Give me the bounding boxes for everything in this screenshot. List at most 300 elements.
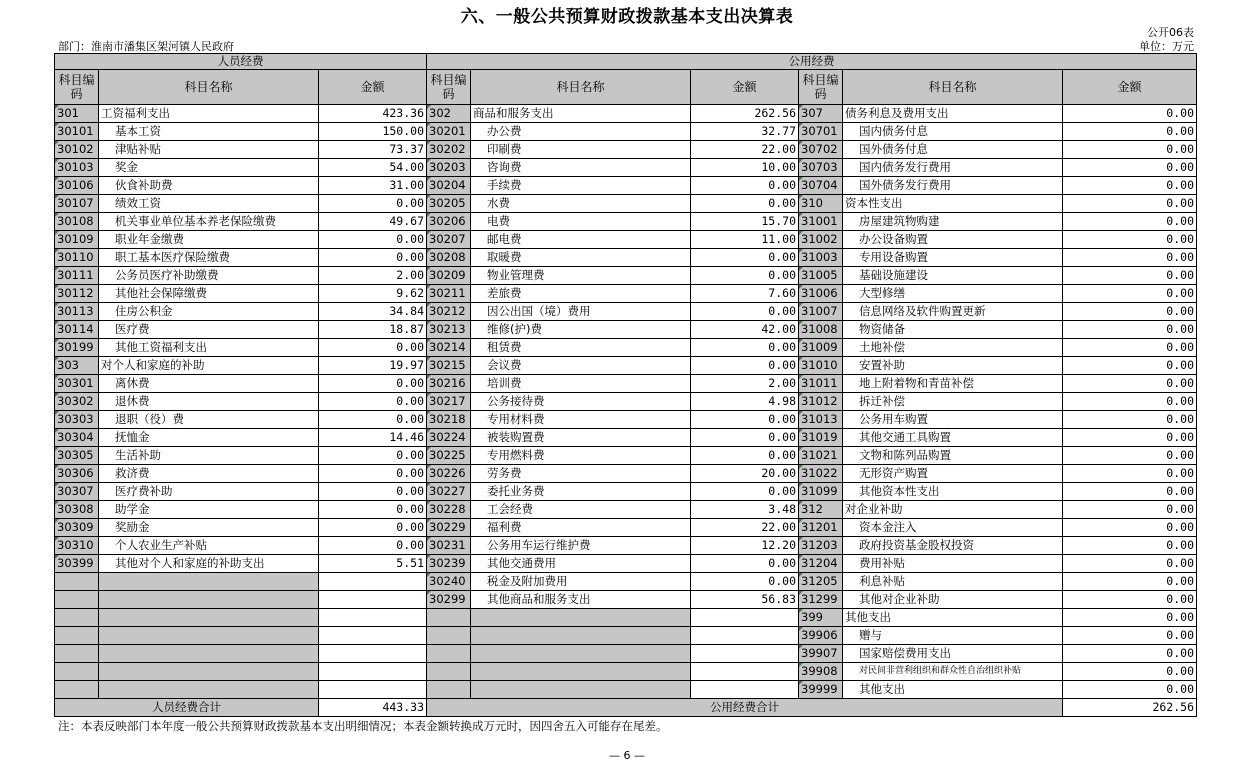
subject-code-cell: 30227 — [427, 483, 471, 501]
subject-name-cell: 被装购置费 — [471, 429, 691, 447]
subject-name-cell: 助学金 — [99, 501, 319, 519]
amount-cell: 0.00 — [1063, 339, 1197, 357]
subject-name-cell — [471, 645, 691, 663]
amount-cell: 0.00 — [1063, 141, 1197, 159]
amount-cell: 262.56 — [691, 105, 799, 123]
subject-name-cell: 地上附着物和青苗补偿 — [843, 375, 1063, 393]
amount-cell: 0.00 — [691, 429, 799, 447]
amount-cell: 0.00 — [691, 195, 799, 213]
amount-cell: 0.00 — [1063, 645, 1197, 663]
subject-code-cell: 30299 — [427, 591, 471, 609]
subject-name-cell: 租赁费 — [471, 339, 691, 357]
subject-code-cell: 30206 — [427, 213, 471, 231]
amount-cell: 0.00 — [691, 573, 799, 591]
amount-cell — [319, 663, 427, 681]
subject-name-cell: 拆迁补偿 — [843, 393, 1063, 411]
subject-code-cell: 30226 — [427, 465, 471, 483]
subject-code-cell: 30208 — [427, 249, 471, 267]
amount-cell: 7.60 — [691, 285, 799, 303]
amount-cell: 18.87 — [319, 321, 427, 339]
amount-cell: 0.00 — [1063, 375, 1197, 393]
subject-name-cell: 奖励金 — [99, 519, 319, 537]
subject-name-cell: 专用设备购置 — [843, 249, 1063, 267]
subject-code-cell: 30111 — [55, 267, 99, 285]
subject-code-cell: 30216 — [427, 375, 471, 393]
subject-code-cell: 30704 — [799, 177, 843, 195]
group-personnel-header: 人员经费 — [55, 54, 427, 70]
subject-name-cell: 其他对个人和家庭的补助支出 — [99, 555, 319, 573]
subject-name-cell: 国内债务发行费用 — [843, 159, 1063, 177]
subject-code-cell: 30106 — [55, 177, 99, 195]
table-row — [55, 141, 1197, 159]
col-header-code: 科目编码 — [427, 70, 471, 105]
footnote: 注：本表反映部门本年度一般公共预算财政拨款基本支出明细情况；本表金额转换成万元时，因四舍五入可能存在尾差。 — [58, 719, 668, 733]
amount-cell: 0.00 — [1063, 249, 1197, 267]
subject-name-cell: 物资储备 — [843, 321, 1063, 339]
subject-code-cell: 312 — [799, 501, 843, 519]
amount-cell: 0.00 — [1063, 609, 1197, 627]
subject-code-cell: 30103 — [55, 159, 99, 177]
subject-code-cell: 30113 — [55, 303, 99, 321]
subject-code-cell: 31003 — [799, 249, 843, 267]
amount-cell: 0.00 — [1063, 231, 1197, 249]
subject-name-cell: 手续费 — [471, 177, 691, 195]
subject-code-cell: 31203 — [799, 537, 843, 555]
subject-code-cell: 30212 — [427, 303, 471, 321]
table-row — [55, 663, 1197, 681]
subject-code-cell: 30224 — [427, 429, 471, 447]
page-title: 六、一般公共预算财政拨款基本支出决算表 — [460, 7, 794, 27]
subject-code-cell: 31022 — [799, 465, 843, 483]
subject-code-cell: 30306 — [55, 465, 99, 483]
subject-code-cell: 30307 — [55, 483, 99, 501]
subject-name-cell — [471, 627, 691, 645]
table-row — [55, 645, 1197, 663]
subject-code-cell: 31006 — [799, 285, 843, 303]
amount-cell: 0.00 — [319, 393, 427, 411]
amount-cell: 0.00 — [1063, 105, 1197, 123]
amount-cell: 0.00 — [1063, 465, 1197, 483]
subject-name-cell — [99, 573, 319, 591]
amount-cell: 0.00 — [1063, 501, 1197, 519]
amount-cell: 0.00 — [319, 411, 427, 429]
subject-code-cell: 30213 — [427, 321, 471, 339]
col-header-name: 科目名称 — [471, 70, 691, 105]
subject-name-cell: 福利费 — [471, 519, 691, 537]
table-row — [55, 339, 1197, 357]
amount-cell: 423.36 — [319, 105, 427, 123]
table-row — [55, 177, 1197, 195]
subject-name-cell: 对企业补助 — [843, 501, 1063, 519]
subject-name-cell: 职业年金缴费 — [99, 231, 319, 249]
table-row — [55, 357, 1197, 375]
amount-cell: 0.00 — [1063, 285, 1197, 303]
amount-cell: 0.00 — [1063, 411, 1197, 429]
amount-cell: 0.00 — [1063, 681, 1197, 699]
table-row — [55, 681, 1197, 699]
subject-code-cell: 31021 — [799, 447, 843, 465]
subject-code-cell: 30110 — [55, 249, 99, 267]
amount-cell: 0.00 — [1063, 429, 1197, 447]
table-row — [55, 105, 1197, 123]
subject-code-cell: 301 — [55, 105, 99, 123]
subject-name-cell: 公务用车运行维护费 — [471, 537, 691, 555]
amount-cell: 9.62 — [319, 285, 427, 303]
subject-code-cell: 307 — [799, 105, 843, 123]
subject-code-cell: 30305 — [55, 447, 99, 465]
subject-name-cell: 政府投资基金股权投资 — [843, 537, 1063, 555]
subject-name-cell: 工会经费 — [471, 501, 691, 519]
subject-name-cell: 办公设备购置 — [843, 231, 1063, 249]
amount-cell: 0.00 — [319, 465, 427, 483]
amount-cell: 2.00 — [691, 375, 799, 393]
table-row — [55, 411, 1197, 429]
col-header-amount: 金额 — [691, 70, 799, 105]
table-row — [55, 609, 1197, 627]
amount-cell: 0.00 — [1063, 483, 1197, 501]
subject-code-cell: 31012 — [799, 393, 843, 411]
amount-cell: 0.00 — [1063, 321, 1197, 339]
subject-code-cell: 30107 — [55, 195, 99, 213]
subject-name-cell: 奖金 — [99, 159, 319, 177]
amount-cell: 0.00 — [319, 195, 427, 213]
subject-code-cell: 31002 — [799, 231, 843, 249]
amount-cell — [691, 663, 799, 681]
subject-name-cell: 国家赔偿费用支出 — [843, 645, 1063, 663]
subject-name-cell: 医疗费 — [99, 321, 319, 339]
subject-code-cell: 30228 — [427, 501, 471, 519]
amount-cell — [319, 591, 427, 609]
subject-name-cell: 基础设施建设 — [843, 267, 1063, 285]
subject-name-cell: 国外债务发行费用 — [843, 177, 1063, 195]
amount-cell: 0.00 — [1063, 393, 1197, 411]
subject-code-cell: 30703 — [799, 159, 843, 177]
subject-code-cell — [55, 573, 99, 591]
amount-cell — [319, 645, 427, 663]
table-row — [55, 303, 1197, 321]
subject-code-cell: 30240 — [427, 573, 471, 591]
amount-cell: 0.00 — [1063, 177, 1197, 195]
subject-name-cell: 维修(护)费 — [471, 321, 691, 339]
subject-code-cell: 399 — [799, 609, 843, 627]
col-header-name: 科目名称 — [843, 70, 1063, 105]
subject-code-cell: 31299 — [799, 591, 843, 609]
amount-cell: 0.00 — [319, 537, 427, 555]
subject-code-cell: 30399 — [55, 555, 99, 573]
subject-name-cell: 退职（役）费 — [99, 411, 319, 429]
amount-cell: 10.00 — [691, 159, 799, 177]
amount-cell: 0.00 — [1063, 267, 1197, 285]
table-row — [55, 465, 1197, 483]
subject-name-cell — [99, 663, 319, 681]
subject-name-cell: 退休费 — [99, 393, 319, 411]
subject-code-cell: 30203 — [427, 159, 471, 177]
subject-name-cell — [99, 645, 319, 663]
subject-name-cell: 离休费 — [99, 375, 319, 393]
subject-name-cell: 赠与 — [843, 627, 1063, 645]
table-row — [55, 447, 1197, 465]
subject-name-cell: 其他商品和服务支出 — [471, 591, 691, 609]
subject-code-cell — [55, 681, 99, 699]
amount-cell: 73.37 — [319, 141, 427, 159]
subject-name-cell: 大型修缮 — [843, 285, 1063, 303]
subject-name-cell: 安置补助 — [843, 357, 1063, 375]
table-row — [55, 213, 1197, 231]
expenditure-table — [54, 53, 1197, 717]
subject-name-cell: 专用材料费 — [471, 411, 691, 429]
amount-cell — [691, 645, 799, 663]
public-total-label: 公用经费合计 — [427, 699, 1063, 717]
subject-code-cell: 30114 — [55, 321, 99, 339]
subject-code-cell: 39999 — [799, 681, 843, 699]
subject-code-cell: 30231 — [427, 537, 471, 555]
amount-cell: 34.84 — [319, 303, 427, 321]
table-row — [55, 249, 1197, 267]
subject-name-cell: 办公费 — [471, 123, 691, 141]
amount-cell: 54.00 — [319, 159, 427, 177]
table-row — [55, 375, 1197, 393]
table-row — [55, 627, 1197, 645]
subject-name-cell: 电费 — [471, 213, 691, 231]
subject-code-cell — [427, 627, 471, 645]
amount-cell: 0.00 — [1063, 537, 1197, 555]
subject-code-cell: 30108 — [55, 213, 99, 231]
amount-cell: 11.00 — [691, 231, 799, 249]
amount-cell: 4.98 — [691, 393, 799, 411]
amount-cell: 14.46 — [319, 429, 427, 447]
subject-name-cell — [471, 663, 691, 681]
subject-code-cell — [427, 681, 471, 699]
table-row — [55, 591, 1197, 609]
subject-code-cell: 30201 — [427, 123, 471, 141]
subject-name-cell: 其他交通费用 — [471, 555, 691, 573]
amount-cell: 0.00 — [1063, 447, 1197, 465]
subject-code-cell: 30310 — [55, 537, 99, 555]
table-row — [55, 285, 1197, 303]
subject-name-cell: 资本金注入 — [843, 519, 1063, 537]
table-row — [55, 483, 1197, 501]
col-header-code: 科目编码 — [55, 70, 99, 105]
subject-code-cell: 30217 — [427, 393, 471, 411]
amount-cell: 0.00 — [1063, 213, 1197, 231]
col-header-amount: 金额 — [1063, 70, 1197, 105]
subject-name-cell: 物业管理费 — [471, 267, 691, 285]
subject-name-cell: 其他支出 — [843, 609, 1063, 627]
col-header-name: 科目名称 — [99, 70, 319, 105]
subject-name-cell: 工资福利支出 — [99, 105, 319, 123]
table-row — [55, 267, 1197, 285]
subject-name-cell: 会议费 — [471, 357, 691, 375]
subject-name-cell: 公务用车购置 — [843, 411, 1063, 429]
amount-cell: 0.00 — [1063, 357, 1197, 375]
subject-code-cell: 30215 — [427, 357, 471, 375]
public-total-value: 262.56 — [1063, 699, 1197, 717]
subject-code-cell: 30701 — [799, 123, 843, 141]
subject-code-cell: 31205 — [799, 573, 843, 591]
subject-name-cell: 国内债务付息 — [843, 123, 1063, 141]
subject-code-cell: 30239 — [427, 555, 471, 573]
subject-code-cell: 30109 — [55, 231, 99, 249]
subject-name-cell: 商品和服务支出 — [471, 105, 691, 123]
amount-cell: 22.00 — [691, 141, 799, 159]
subject-name-cell: 资本性支出 — [843, 195, 1063, 213]
department-label: 部门：淮南市潘集区架河镇人民政府 — [58, 40, 234, 53]
subject-name-cell: 医疗费补助 — [99, 483, 319, 501]
subject-code-cell: 30225 — [427, 447, 471, 465]
subject-code-cell — [55, 591, 99, 609]
subject-name-cell: 公务员医疗补助缴费 — [99, 267, 319, 285]
subject-code-cell: 31010 — [799, 357, 843, 375]
amount-cell: 5.51 — [319, 555, 427, 573]
amount-cell: 0.00 — [1063, 195, 1197, 213]
amount-cell: 0.00 — [319, 249, 427, 267]
amount-cell: 32.77 — [691, 123, 799, 141]
amount-cell: 0.00 — [319, 231, 427, 249]
table-row — [55, 537, 1197, 555]
form-number: 公开06表 — [1147, 26, 1194, 39]
amount-cell: 0.00 — [1063, 663, 1197, 681]
subject-code-cell: 30211 — [427, 285, 471, 303]
subject-code-cell: 30205 — [427, 195, 471, 213]
subject-name-cell: 其他对企业补助 — [843, 591, 1063, 609]
subject-name-cell: 国外债务付息 — [843, 141, 1063, 159]
amount-cell: 0.00 — [1063, 519, 1197, 537]
subject-code-cell: 31011 — [799, 375, 843, 393]
amount-cell: 49.67 — [319, 213, 427, 231]
subject-code-cell: 31013 — [799, 411, 843, 429]
amount-cell: 0.00 — [691, 483, 799, 501]
subject-name-cell: 其他支出 — [843, 681, 1063, 699]
amount-cell — [691, 681, 799, 699]
subject-code-cell: 30229 — [427, 519, 471, 537]
subject-name-cell — [99, 591, 319, 609]
group-public-header: 公用经费 — [427, 54, 1197, 70]
subject-code-cell: 31005 — [799, 267, 843, 285]
subject-name-cell: 委托业务费 — [471, 483, 691, 501]
subject-name-cell: 土地补偿 — [843, 339, 1063, 357]
totals-row — [55, 699, 1197, 717]
col-header-code: 科目编码 — [799, 70, 843, 105]
subject-name-cell — [471, 681, 691, 699]
amount-cell: 0.00 — [691, 177, 799, 195]
amount-cell: 20.00 — [691, 465, 799, 483]
amount-cell: 0.00 — [691, 303, 799, 321]
subject-name-cell: 印刷费 — [471, 141, 691, 159]
subject-code-cell: 30204 — [427, 177, 471, 195]
table-row — [55, 573, 1197, 591]
amount-cell: 150.00 — [319, 123, 427, 141]
amount-cell: 56.83 — [691, 591, 799, 609]
amount-cell: 0.00 — [1063, 627, 1197, 645]
amount-cell: 0.00 — [1063, 123, 1197, 141]
subject-code-cell: 30202 — [427, 141, 471, 159]
amount-cell: 0.00 — [691, 357, 799, 375]
amount-cell: 42.00 — [691, 321, 799, 339]
amount-cell: 0.00 — [319, 519, 427, 537]
subject-code-cell: 39906 — [799, 627, 843, 645]
subject-name-cell: 救济费 — [99, 465, 319, 483]
subject-name-cell: 其他工资福利支出 — [99, 339, 319, 357]
subject-code-cell — [55, 663, 99, 681]
subject-name-cell: 取暖费 — [471, 249, 691, 267]
amount-cell — [691, 627, 799, 645]
amount-cell: 0.00 — [691, 555, 799, 573]
amount-cell: 0.00 — [691, 447, 799, 465]
subject-code-cell: 30702 — [799, 141, 843, 159]
subject-name-cell: 其他资本性支出 — [843, 483, 1063, 501]
subject-code-cell — [427, 663, 471, 681]
amount-cell: 12.20 — [691, 537, 799, 555]
subject-code-cell — [427, 609, 471, 627]
amount-cell: 0.00 — [1063, 159, 1197, 177]
subject-code-cell: 31204 — [799, 555, 843, 573]
amount-cell: 0.00 — [1063, 591, 1197, 609]
subject-name-cell: 文物和陈列品购置 — [843, 447, 1063, 465]
amount-cell: 0.00 — [1063, 303, 1197, 321]
subject-code-cell: 302 — [427, 105, 471, 123]
amount-cell: 15.70 — [691, 213, 799, 231]
subject-code-cell — [55, 627, 99, 645]
table-row — [55, 159, 1197, 177]
subject-code-cell — [55, 645, 99, 663]
table-row — [55, 501, 1197, 519]
subject-name-cell: 水费 — [471, 195, 691, 213]
subject-name-cell: 咨询费 — [471, 159, 691, 177]
subject-name-cell: 职工基本医疗保险缴费 — [99, 249, 319, 267]
subject-name-cell: 津贴补贴 — [99, 141, 319, 159]
personnel-total-value: 443.33 — [319, 699, 427, 717]
subject-code-cell: 30303 — [55, 411, 99, 429]
subject-name-cell: 房屋建筑物购建 — [843, 213, 1063, 231]
subject-code-cell: 31019 — [799, 429, 843, 447]
subject-name-cell: 劳务费 — [471, 465, 691, 483]
subject-name-cell: 对民间非营利组织和群众性自治组织补贴 — [843, 663, 1063, 681]
personnel-total-label: 人员经费合计 — [55, 699, 319, 717]
subject-name-cell: 个人农业生产补贴 — [99, 537, 319, 555]
table-row — [55, 231, 1197, 249]
table-row — [55, 519, 1197, 537]
table-row — [55, 429, 1197, 447]
amount-cell — [319, 573, 427, 591]
amount-cell: 0.00 — [1063, 573, 1197, 591]
subject-code-cell: 30209 — [427, 267, 471, 285]
subject-name-cell — [471, 609, 691, 627]
amount-cell: 0.00 — [319, 483, 427, 501]
subject-code-cell: 30218 — [427, 411, 471, 429]
subject-code-cell: 31008 — [799, 321, 843, 339]
subject-code-cell: 30309 — [55, 519, 99, 537]
amount-cell: 3.48 — [691, 501, 799, 519]
table-row — [55, 195, 1197, 213]
subject-name-cell — [99, 627, 319, 645]
subject-code-cell: 31099 — [799, 483, 843, 501]
subject-name-cell: 差旅费 — [471, 285, 691, 303]
amount-cell: 0.00 — [691, 267, 799, 285]
subject-code-cell: 30101 — [55, 123, 99, 141]
subject-name-cell: 机关事业单位基本养老保险缴费 — [99, 213, 319, 231]
subject-code-cell: 30207 — [427, 231, 471, 249]
subject-name-cell: 专用燃料费 — [471, 447, 691, 465]
subject-name-cell: 抚恤金 — [99, 429, 319, 447]
subject-code-cell: 30112 — [55, 285, 99, 303]
amount-cell — [319, 627, 427, 645]
subject-name-cell: 邮电费 — [471, 231, 691, 249]
amount-cell: 0.00 — [691, 339, 799, 357]
subject-code-cell: 30308 — [55, 501, 99, 519]
subject-name-cell — [99, 609, 319, 627]
subject-code-cell: 30302 — [55, 393, 99, 411]
subject-name-cell — [99, 681, 319, 699]
